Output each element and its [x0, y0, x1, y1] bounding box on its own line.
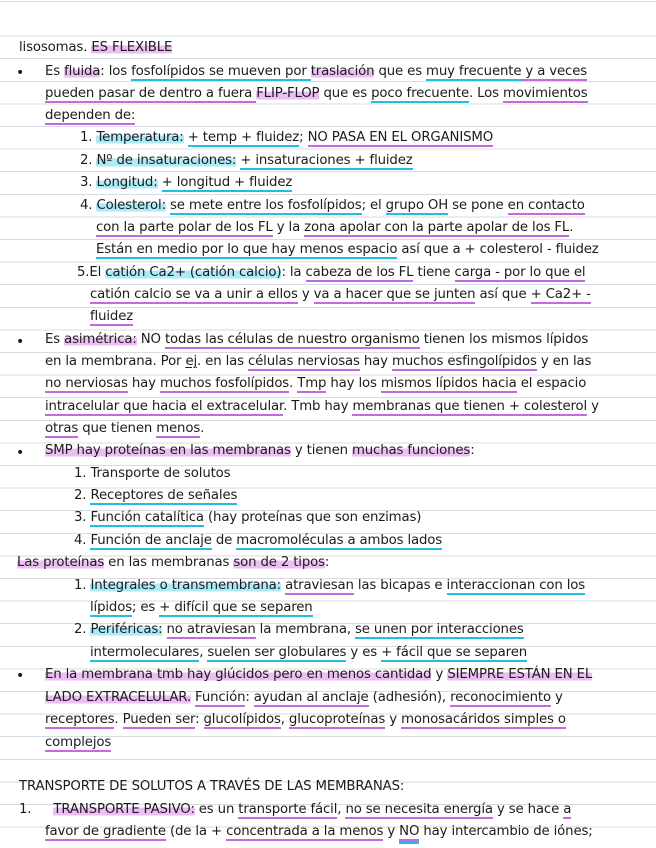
text-line: otras que tienen menos.	[45, 421, 205, 436]
text-line: Es asimétrica: NO todas las células de nuestro organismo tienen los mismos lípidos	[45, 332, 589, 347]
text-line: intracelular que hacia el extracelular. Tmb hay membranas que tienen + colesterol y	[45, 399, 599, 414]
bullet-point: •	[16, 668, 25, 684]
list-item: 4. Función de anclaje de macromoléculas a ambos lados	[74, 533, 443, 548]
list-item: 1. Temperatura: + temp + fluidez; NO PASA EN EL ORGANISMO	[80, 130, 494, 145]
list-item: 2. Nº de insaturaciones: + insaturaciones + fluidez	[80, 153, 413, 168]
list-item: 5.El catión Ca2+ (catión calcio): la cabeza de los FL tiene carga - por lo que el	[77, 265, 586, 280]
list-item: 3. Función catalítica (hay proteínas que son enzimas)	[74, 510, 422, 525]
list-item: 2. Periféricas: no atraviesan la membrana, se unen por interacciones	[74, 622, 524, 637]
text-line: dependen de:	[45, 108, 136, 123]
text-line: lisosomas. ES FLEXIBLE	[19, 40, 173, 55]
text-line: LADO EXTRACELULAR. Función: ayudan al anclaje (adhesión), reconocimiento y	[45, 690, 563, 705]
list-item: 2. Receptores de señales	[74, 488, 238, 503]
text-line: receptores. Pueden ser: glucolípidos, glucoproteínas y monosacáridos simples o	[45, 712, 566, 727]
list-item: 3. Longitud: + longitud + fluidez	[80, 175, 293, 190]
text-line: catión calcio se va a unir a ellos y va a hacer que se junten así que + Ca2+ -	[90, 287, 591, 302]
text-line: Están en medio por lo que hay menos espacio así que a + colesterol - fluidez	[96, 242, 599, 257]
text-line: favor de gradiente (de la + concentrada a la menos y NO hay intercambio de iónes;	[45, 824, 593, 839]
text-line: pueden pasar de dentro a fuera FLIP-FLOP que es poco frecuente. Los movimientos	[45, 86, 588, 101]
text-line: fluidez	[90, 309, 134, 324]
text-line: complejos	[45, 735, 112, 750]
text-line: Las proteínas en las membranas son de 2 tipos:	[17, 555, 330, 570]
bullet-point: •	[16, 65, 25, 81]
bullet-point: •	[16, 445, 25, 461]
text-line: no nerviosas hay muchos fosfolípidos. Tmp hay los mismos lípidos hacia el espacio	[45, 376, 587, 391]
section-heading: TRANSPORTE DE SOLUTOS A TRAVÉS DE LAS MEMBRANAS:	[19, 779, 405, 794]
bullet-point: •	[16, 334, 25, 350]
list-item: 1. Integrales o transmembrana: atraviesan las bicapas e interaccionan con los	[74, 578, 586, 593]
text-line: en la membrana. Por ej. en las células nerviosas hay muchos esfingolípidos y en las	[45, 354, 592, 369]
text-line: En la membrana tmb hay glúcidos pero en menos cantidad y SIEMPRE ESTÁN EN EL	[45, 667, 593, 682]
text-line: lípidos; es + difícil que se separen	[90, 600, 313, 615]
text-line: SMP hay proteínas en las membranas y tienen muchas funciones:	[45, 443, 475, 458]
text-line: intermoleculares, suelen ser globulares y es + fácil que se separen	[90, 645, 528, 660]
text-line: Es fluida: los fosfolípidos se mueven por traslación que es muy frecuente y a veces	[45, 64, 588, 79]
list-item: 1. TRANSPORTE PASIVO: es un transporte fácil, no se necesita energía y se hace a	[19, 802, 572, 817]
list-item: 4. Colesterol: se mete entre los fosfolípidos; el grupo OH se pone en contacto	[80, 198, 585, 213]
text-line: con la parte polar de los FL y la zona apolar con la parte apolar de los FL.	[96, 220, 574, 235]
list-item: 1. Transporte de solutos	[74, 466, 231, 481]
